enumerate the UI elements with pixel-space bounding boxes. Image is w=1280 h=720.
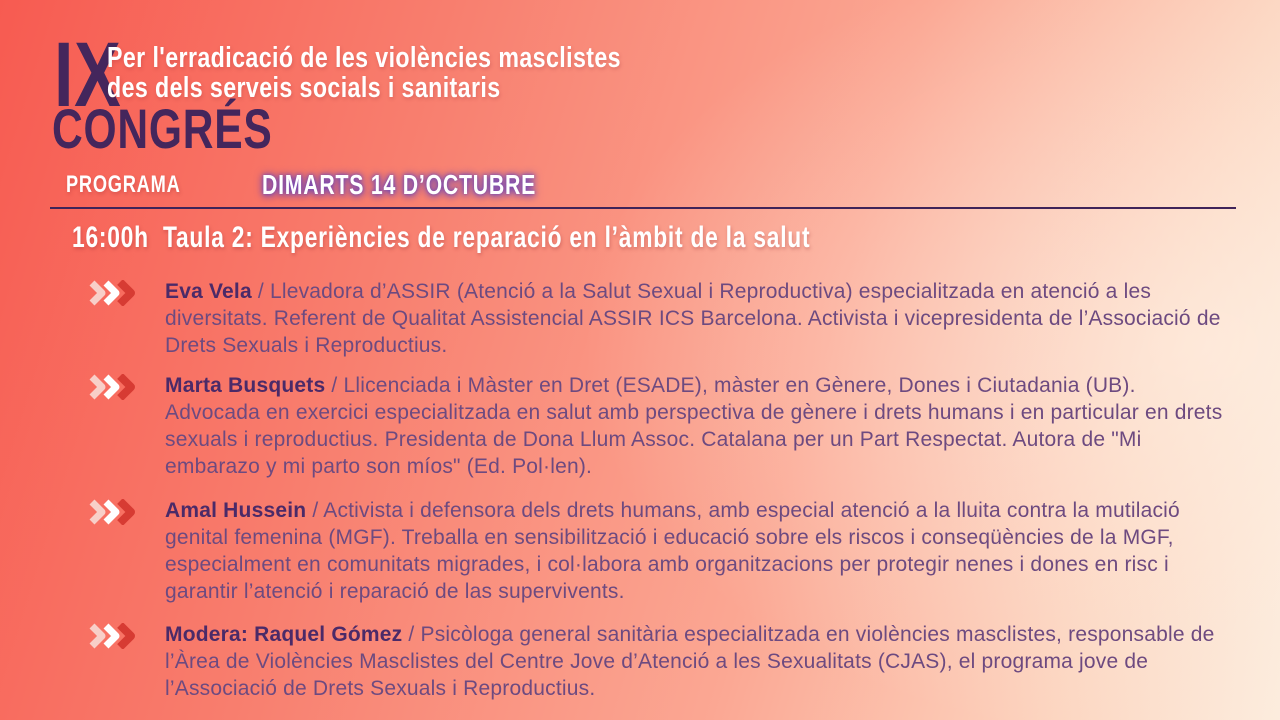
speaker-description: / Psicòloga general sanitària especialitzada en violències masclistes, responsable de l’Àrea de Violències Masclistes del Centre Jove d’Atenció a les Sexualitats (CJAS), el programa jove de l’Associació de Drets Sexuals i Reproductius. <box>165 623 1215 700</box>
session-title: Taula 2: Experiències de reparació en l’àmbit de la salut <box>163 221 811 254</box>
speaker-name: Marta Busquets <box>165 374 326 397</box>
speaker-item <box>88 372 1223 480</box>
triple-chevron-icon <box>88 278 165 311</box>
speaker-name: Amal Hussein <box>165 499 307 522</box>
speaker-description: / Llevadora d’ASSIR (Atenció a la Salut Sexual i Reproductiva) especialitzada en atenció a les diversitats. Referent de Qualitat Assistencial ASSIR ICS Barcelona. Activista i vicepresidenta de l’Associació de Drets Sexuals i Reproductius. <box>165 280 1221 357</box>
congress-edition-text: IX <box>54 24 122 126</box>
speaker-bio <box>165 497 1223 605</box>
program-divider <box>50 207 1236 209</box>
triple-chevron-icon <box>88 621 165 654</box>
congress-tagline-line1: Per l'erradicació de les violències masclistes <box>107 42 621 74</box>
congress-tagline <box>107 43 749 103</box>
speaker-bio <box>165 278 1223 359</box>
session-time: 16:00h <box>72 221 149 254</box>
speaker-description: / Llicenciada i Màster en Dret (ESADE), màster en Gènere, Dones i Ciutadania (UB). Advocada en exercici especialitzada en salut amb perspectiva de gènere i drets humans i en particular en drets sexuals i reproductius. Presidenta de Dona Llum Assoc. Catalana per un Part Respectat. Autora de "Mi embarazo y mi parto son míos" (Ed. Pol·len). <box>165 374 1223 478</box>
congress-tagline-line2: des dels serveis socials i sanitaris <box>107 72 501 104</box>
speaker-description: / Activista i defensora dels drets humans, amb especial atenció a la lluita contra la mutilació genital femenina (MGF). Treballa en sensibilització i educació sobre els riscos i conseqüències de la MGF, especialment en comunitats migrades, i col·labora amb organitzacions per protegir nenes i dones en risc i garantir l’atenció i reparació de las supervivents. <box>165 499 1180 603</box>
date-label: DIMARTS 14 D’OCTUBRE <box>262 169 537 200</box>
speaker-bio <box>165 621 1223 702</box>
speaker-bio <box>165 372 1223 480</box>
speaker-name: Modera: Raquel Gómez <box>165 623 403 646</box>
speaker-item <box>88 278 1223 359</box>
triple-chevron-icon <box>88 497 165 530</box>
speaker-name: Eva Vela <box>165 280 252 303</box>
congress-word: CONGRÉS <box>52 97 273 160</box>
program-label: PROGRAMA <box>66 171 181 198</box>
speaker-item <box>88 621 1223 702</box>
speaker-item <box>88 497 1223 605</box>
triple-chevron-icon <box>88 372 165 405</box>
